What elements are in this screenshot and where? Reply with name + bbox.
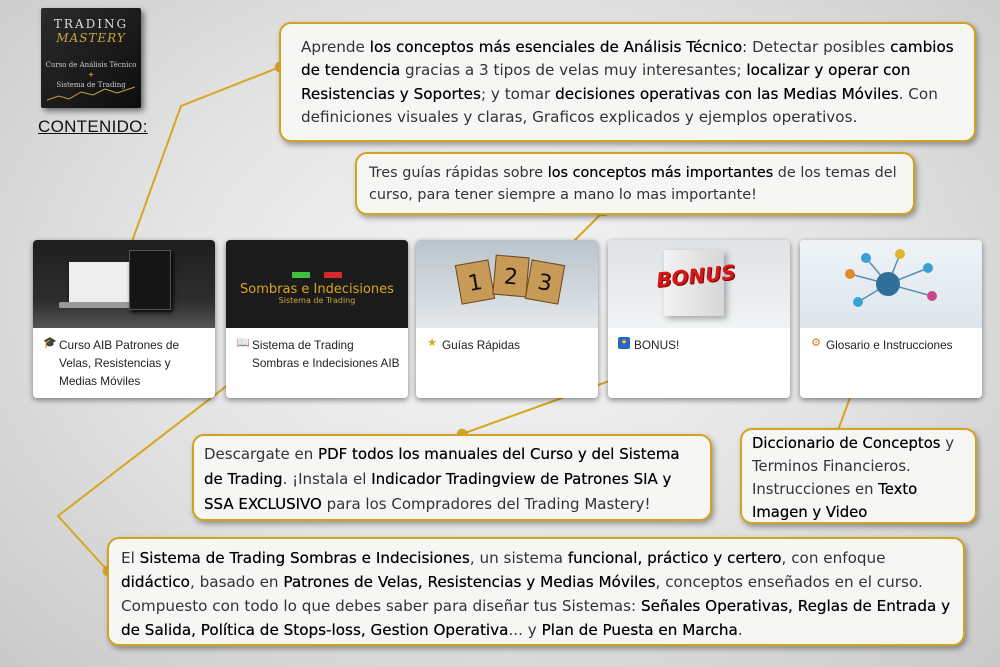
calendar-card: 3: [525, 259, 565, 304]
highlight-text: Patrones de Velas, Resistencias y Medias Móviles: [283, 573, 656, 591]
bonus-bubble: [192, 434, 712, 521]
logo-line1: TRADING: [53, 17, 129, 31]
body-text: ... y: [508, 621, 542, 639]
gears-icon: ⚙: [811, 336, 821, 349]
highlight-text: los conceptos más esenciales de Análisis Técnico: [369, 38, 743, 56]
highlight-text: cambios de tendencia: [301, 38, 954, 80]
card-curso-aib[interactable]: [33, 240, 215, 398]
quick-guides-bubble: [355, 152, 915, 215]
card-thumb-laptop: [33, 240, 215, 328]
body-text: El: [121, 549, 140, 567]
body-text: de los temas del curso, para tener siempre a mano lo mas importante!: [369, 165, 897, 203]
laptop-icon: [67, 260, 131, 304]
card-label: Guías Rápidas: [442, 338, 521, 352]
trading-system-bubble: [107, 537, 965, 646]
star-icon: ★: [427, 336, 437, 349]
card-label: Sistema de Trading Sombras e Indecisiones AIB: [252, 338, 400, 370]
body-text: . ¡Instala el: [282, 470, 372, 488]
green-candle-icon: [292, 272, 310, 278]
highlight-text: Texto Imagen y Video: [752, 481, 918, 521]
gift-icon: ✦: [618, 337, 630, 349]
book-cover-icon: [129, 250, 171, 310]
highlight-text: Diccionario de Conceptos: [752, 435, 941, 452]
card-glosario[interactable]: [800, 240, 982, 398]
body-text: gracias a 3 tipos de velas muy interesantes;: [400, 61, 747, 80]
highlight-text: decisiones operativas con las Medias Móviles: [555, 84, 899, 103]
body-text: Descargate en: [204, 445, 319, 463]
card-sistema-trading[interactable]: [226, 240, 408, 398]
highlight-text: Plan de Puesta en Marcha: [541, 621, 738, 639]
graduation-cap-icon: 🎓: [43, 336, 57, 349]
logo-line4: Sistema de Trading: [56, 81, 126, 89]
body-text: Aprende: [301, 38, 370, 56]
course-description-bubble: [279, 22, 976, 142]
card-guias-rapidas[interactable]: [416, 240, 598, 398]
highlight-text: funcional, práctico y certero: [567, 549, 782, 567]
highlight-text: PDF todos los manuales del Curso y del Sistema de Trading: [204, 445, 680, 488]
body-text: ; y tomar: [480, 84, 556, 103]
red-candle-icon: [324, 272, 342, 278]
body-text: : Detectar posibles: [742, 38, 891, 56]
highlight-text: los conceptos más importantes: [547, 165, 774, 181]
calendar-card: 2: [492, 255, 529, 298]
card-label: Curso AIB Patrones de Velas, Resistencias y Medias Móviles: [59, 338, 180, 388]
body-text: , con enfoque: [781, 549, 886, 567]
highlight-text: localizar y operar con Resistencias y Soportes: [301, 61, 911, 103]
card-thumb-calendars: [416, 240, 598, 328]
body-text: y Terminos Financieros. Instrucciones en: [752, 435, 954, 498]
glossary-bubble: [740, 428, 977, 524]
highlight-text: Señales Operativas, Reglas de Entrada y de Salida, Política de Stops-loss, Gestion Operativa: [121, 597, 951, 639]
highlight-text: didáctico: [121, 573, 190, 591]
body-text: para los Compradores del Trading Mastery!: [321, 495, 651, 513]
chart-line-icon: [47, 86, 135, 104]
calendar-card: 1: [455, 259, 495, 304]
body-text: .: [737, 621, 743, 639]
body-text: Tres guías rápidas sobre: [369, 165, 548, 181]
book-icon: 📖: [236, 336, 250, 349]
contenido-label: CONTENIDO:: [38, 117, 148, 136]
body-text: , basado en: [189, 573, 284, 591]
card-label: Glosario e Instrucciones: [826, 338, 953, 352]
product-box-logo: [41, 8, 141, 108]
card-bonus[interactable]: [608, 240, 790, 398]
card-label: BONUS!: [634, 338, 680, 352]
logo-plus: +: [88, 70, 94, 79]
card-thumb-network: [800, 240, 982, 328]
bonus-text: BONUS: [655, 259, 737, 293]
highlight-text: Indicador Tradingview de Patrones SIA y SSA EXCLUSIVO: [204, 470, 672, 513]
logo-line3: Curso de Análisis Técnico: [45, 61, 137, 69]
body-text: , conceptos enseñados en el curso. Compuesto con todo lo que debes saber para diseñar tus Sistemas:: [121, 573, 923, 615]
highlight-text: Sistema de Trading Sombras e Indecisiones: [139, 549, 470, 567]
thumb-subtitle: Sistema de Trading: [278, 296, 356, 305]
card-thumb-sombras: [226, 240, 408, 328]
body-text: , un sistema: [469, 549, 568, 567]
logo-line2: MASTERY: [56, 31, 126, 45]
thumb-title: Sombras e Indecisiones: [240, 282, 394, 297]
card-thumb-bonus: [608, 240, 790, 328]
body-text: . Con definiciones visuales y claras, Graficos explicados y ejemplos operativos.: [301, 84, 938, 127]
network-icon: [800, 240, 982, 328]
